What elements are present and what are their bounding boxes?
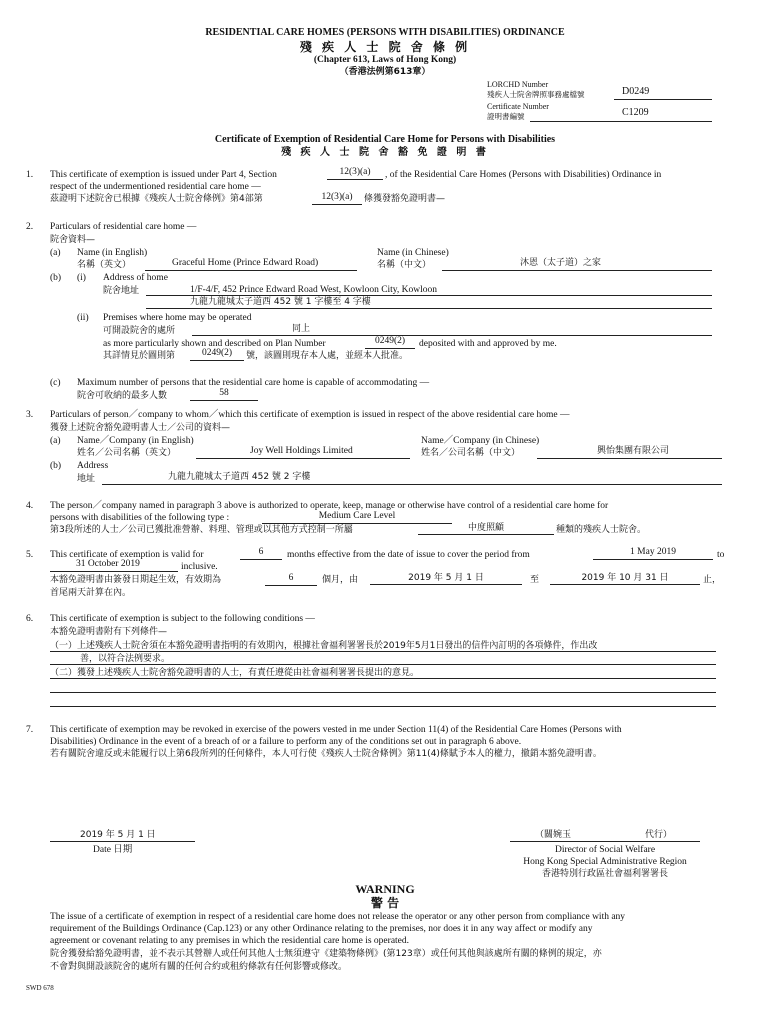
s5-text-a: This certificate of exemption is valid for — [50, 550, 204, 560]
s5-text-zh-b: 個月，由 — [322, 575, 359, 585]
s4-text-a: The person／company named in paragraph 3 above is authorized to operate, keep, manage or otherwise have control of a residential care home for — [50, 501, 609, 511]
plan-text-a: as more particularly shown and described on Plan Number — [103, 339, 326, 349]
valid-to-zh: 2019 年 10 月 31 日 — [550, 573, 700, 585]
s6-text-zh: 本豁免證明書附有下列條件— — [50, 627, 168, 637]
company-zh-label-zh: 姓名／公司名稱（中文） — [421, 448, 521, 458]
lorchd-number: D0249 — [622, 86, 650, 97]
company-name-en: Joy Well Holdings Limited — [250, 446, 353, 456]
ordinance-title-en: RESIDENTIAL CARE HOMES (PERSONS WITH DISABILITIES) ORDINANCE — [205, 27, 565, 38]
home-address-label-zh: 院舍地址 — [103, 286, 140, 296]
valid-from-en: 1 May 2019 — [593, 547, 713, 560]
item-marker: (a) — [50, 248, 61, 258]
s5-text-zh-c: 首尾兩天計算在內。 — [50, 588, 132, 598]
s5-text-b: months effective from the date of issue to cover the period from — [287, 550, 530, 560]
date-label: Date 日期 — [93, 845, 133, 855]
section-number: 3. — [26, 410, 34, 420]
s1-section: 12(3)(a) — [327, 167, 383, 180]
s4-text-b: persons with disabilities of the following type : — [50, 513, 230, 523]
plan-text-zh-a: 其詳情見於圖則第 — [103, 351, 176, 361]
s1-text-a: This certificate of exemption is issued under Part 4, Section — [50, 170, 277, 180]
valid-from-zh: 2019 年 5 月 1 日 — [370, 573, 522, 585]
section-number: 1. — [26, 170, 34, 180]
max-persons-en: Maximum number of persons that the residential care home is capable of accommodating — — [77, 378, 430, 388]
home-address-en: 1/F-4/F, 452 Prince Edward Road West, Kowloon City, Kowloon — [190, 285, 438, 295]
s5-to: to — [717, 550, 725, 560]
s5-text-zh-a: 本豁免證明書由簽發日期起生效，有效期為 — [50, 575, 222, 585]
lorchd-label-en: LORCHD Number — [487, 80, 549, 89]
company-address-label: Address — [77, 461, 109, 471]
warning-text-en-a: The issue of a certificate of exemption in respect of a residential care home does not release the operator or any other person from compliance with any — [50, 912, 626, 922]
section-number: 7. — [26, 725, 34, 735]
condition-1-cont: 善，以符合法例要求。 — [80, 654, 171, 664]
premises-label: Premises where home may be operated — [103, 313, 252, 323]
valid-months: 6 — [240, 547, 282, 560]
home-address-label: Address of home — [103, 273, 168, 283]
s1-text-zh-b: 條獲發豁免證明書— — [364, 194, 446, 204]
home-name-zh: 沐恩（太子道）之家 — [520, 258, 602, 268]
warning-text-en-b: requirement of the Buildings Ordinance (Cap.123) or any other Ordinance relating to the premises, nor does it in any way affect or modify any — [50, 924, 593, 934]
certificate-title-en: Certificate of Exemption of Residential Care Home for Persons with Disabilities — [214, 134, 556, 145]
cert-label-zh: 證明書編號 — [487, 112, 525, 121]
certificate-number: C1209 — [622, 107, 649, 118]
item-marker: (a) — [50, 436, 61, 446]
s5-text-zh-to: 至 — [530, 575, 540, 585]
valid-to-en: 31 October 2019 — [50, 559, 178, 572]
warning-text-en-c: agreement or covenant relating to any premises in which the residential care home is operated. — [50, 936, 410, 946]
company-address-label-zh: 地址 — [77, 474, 96, 484]
condition-2: （二）獲發上述殘疾人士院舍豁免證明書的人士，有責任遵從由社會福利署署長提出的意見。 — [50, 668, 420, 678]
premises-label-zh: 可開設院舍的處所 — [103, 326, 176, 336]
s7-text-zh: 若有關院舍違反或未能履行以上第6段所列的任何條件，本人可行使《殘疾人士院舍條例》第11(4)條賦予本人的權力，撤銷本豁免證明書。 — [50, 749, 602, 759]
s3-title-zh: 獲發上述院舍豁免證明書人士／公司的資料— — [50, 423, 231, 433]
s3-title-en: Particulars of person／company to whom／which this certificate of exemption is issued in respect of the above residential care home — — [50, 410, 570, 420]
chapter-zh: （香港法例第613章） — [339, 67, 431, 77]
item-marker: (b) — [50, 273, 62, 283]
warning-text-zh-b: 不會對與開設該院舍的處所有關的任何合約或租約條款有任何影響或修改。 — [50, 962, 348, 972]
home-type-zh: 中度照顧 — [418, 523, 554, 535]
s5-inclusive: inclusive. — [181, 562, 218, 572]
signer-for: 代行） — [645, 830, 673, 840]
warning-title-zh: 警 告 — [370, 896, 400, 910]
plan-text-b: deposited with and approved by me. — [419, 339, 557, 349]
company-zh-label: Name／Company (in Chinese) — [421, 436, 540, 446]
max-persons-value: 58 — [190, 388, 258, 401]
director-title-en: Director of Social Welfare — [554, 845, 656, 855]
s7-text-b: Disabilities) Ordinance in the event of a breach of or a failure to perform any of the conditions set out in paragraph 6 above. — [50, 737, 522, 747]
s2-title-en: Particulars of residential care home — — [50, 222, 197, 232]
home-name-zh-label: Name (in Chinese) — [377, 248, 449, 258]
company-en-label-zh: 姓名／公司名稱（英文） — [77, 448, 177, 458]
cert-label-en: Certificate Number — [487, 102, 549, 111]
warning-text-zh-a: 院舍獲發給豁免證明書，並不表示其營辦人或任何其他人士無須遵守《建築物條例》(第123章）或任何其他與該處所有關的條例的規定，亦 — [50, 949, 602, 959]
item-marker: (b) — [50, 461, 62, 471]
s7-text-a: This certificate of exemption may be revoked in exercise of the powers vested in me under Section 11(4) of the Residential Care Homes (Persons with — [50, 725, 622, 735]
plan-text-zh-b: 號，該圖則現存本人處，並經本人批准。 — [246, 351, 409, 361]
section-number: 2. — [26, 222, 34, 232]
ordinance-title-zh: 殘 疾 人 士 院 舍 條 例 — [299, 40, 471, 54]
premises-value: 同上 — [292, 324, 311, 334]
valid-months-zh: 6 — [265, 573, 317, 586]
s4-text-zh-a: 第3段所述的人士／公司已獲批准營辦、料理、管理或以其他方式控制一所屬 — [50, 525, 353, 535]
home-type-en: Medium Care Level — [262, 511, 452, 524]
home-name-en-label: Name (in English) — [77, 248, 148, 258]
company-address: 九龍九龍城太子道西 452 號 2 字樓 — [168, 472, 311, 482]
s4-text-zh-b: 種類的殘疾人士院舍。 — [556, 525, 647, 535]
max-persons-zh: 院舍可收納的最多人數 — [77, 391, 168, 401]
s6-text-en: This certificate of exemption is subject to the following conditions — — [50, 614, 315, 624]
warning-title-en: WARNING — [355, 882, 415, 896]
home-address-zh: 九龍九龍城太子道西 452 號 1 字樓至 4 字樓 — [190, 297, 371, 307]
home-name-en: Graceful Home (Prince Edward Road) — [172, 258, 319, 268]
plan-number: 0249(2) — [365, 336, 415, 349]
home-name-zh-label-zh: 名稱（中文） — [377, 260, 432, 270]
hksar-title-en: Hong Kong Special Administrative Region — [523, 857, 687, 867]
issue-date: 2019 年 5 月 1 日 — [80, 830, 156, 840]
lorchd-label-zh: 殘疾人士院舍牌照事務處檔號 — [487, 90, 585, 99]
section-number: 5. — [26, 550, 34, 560]
item-marker: (c) — [50, 378, 61, 388]
condition-1: （一）上述殘疾人士院舍須在本豁免證明書指明的有效期內，根據社會福利署署長於2019年5月1日發出的信件內訂明的各項條件，作出改 — [50, 641, 598, 651]
company-en-label: Name／Company (in English) — [77, 436, 194, 446]
section-number: 4. — [26, 501, 34, 511]
s2-title-zh: 院舍資料— — [50, 235, 96, 245]
signer-name: （關婉玉 — [535, 830, 572, 840]
home-name-en-label-zh: 名稱（英文） — [77, 260, 132, 270]
director-title-zh: 香港特別行政區社會福利署署長 — [541, 869, 668, 879]
item-marker: (i) — [77, 273, 86, 283]
s5-text-zh-end: 止， — [703, 575, 722, 585]
s1-text-c: respect of the undermentioned residential care home — — [50, 182, 261, 192]
s1-text-zh-a: 茲證明下述院舍已根據《殘疾人士院舍條例》第4部第 — [50, 194, 263, 204]
plan-number-zh: 0249(2) — [190, 348, 244, 361]
company-name-zh: 興怡集團有限公司 — [597, 446, 670, 456]
item-marker: (ii) — [77, 313, 89, 323]
s1-text-b: , of the Residential Care Homes (Persons with Disabilities) Ordinance in — [385, 170, 662, 180]
s1-section-zh: 12(3)(a) — [312, 192, 362, 205]
section-number: 6. — [26, 614, 34, 624]
form-code: SWD 678 — [26, 984, 54, 992]
chapter-en: (Chapter 613, Laws of Hong Kong) — [313, 55, 457, 65]
certificate-title-zh: 殘 疾 人 士 院 舍 豁 免 證 明 書 — [281, 147, 489, 158]
